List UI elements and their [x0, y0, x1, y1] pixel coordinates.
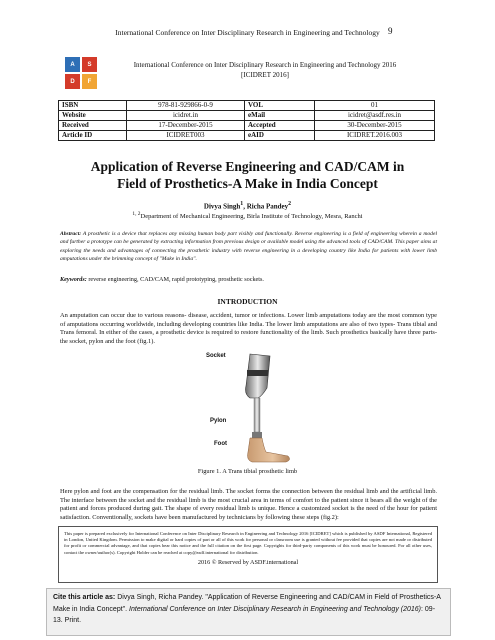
- copyright-footer: 2016 © Reserved by ASDF.international: [197, 558, 299, 566]
- meta-key: eMail: [245, 111, 315, 121]
- pylon-adapter: [252, 432, 262, 438]
- affiliation: [0, 211, 495, 220]
- logo-letter-s: S: [82, 57, 97, 72]
- figure-label-pylon: Pylon: [210, 418, 227, 424]
- page-number: 9: [388, 26, 393, 36]
- meta-value: 30-December-2015: [315, 121, 435, 131]
- citation-pages: : 09-13. Print.: [53, 605, 436, 624]
- author-separator: ,: [243, 202, 247, 211]
- prosthetic-limb-figure: [200, 348, 300, 464]
- figure-label-socket: Socket: [206, 353, 226, 359]
- author-list: [0, 201, 495, 210]
- meta-value: 01: [315, 101, 435, 111]
- running-header: International Conference on Inter Disciplinary Research in Engineering and Technology: [115, 28, 380, 37]
- logo-letter-a: A: [65, 57, 80, 72]
- meta-value: icidret@asdf.res.in: [315, 111, 435, 121]
- meta-key: ISBN: [59, 101, 127, 111]
- abstract-label: Abstract:: [60, 231, 82, 237]
- meta-value: 17-December-2015: [127, 121, 245, 131]
- table-row: [59, 111, 435, 121]
- meta-key: Article ID: [59, 131, 127, 141]
- citation-label: Cite this article as:: [53, 594, 116, 601]
- copyright-notice: [58, 526, 438, 583]
- keywords-text: reverse engineering, CAD/CAM, rapid prototyping, prosthetic sockets.: [86, 276, 264, 283]
- body-paragraph: Here pylon and foot are the compensation for the residual limb. The socket forms the connection between the residual limb and the artificial limb. The interface between the socket and the residual limb is the most crucial area in terms of comfort to the patient since it bears all the weight of the patient and forces produced during gait. The shape of every residual limb is unique. Hence a customized socket is the need of the hour for patient satisfaction. Conventionally, sockets have been manufactured by technicians by following these steps (fig.2):: [60, 488, 437, 521]
- author-superscript: 2: [288, 201, 292, 207]
- keywords-label: Keywords:: [60, 276, 87, 283]
- meta-key: Accepted: [245, 121, 315, 131]
- meta-key: VOL: [245, 101, 315, 111]
- paper-title-line2: Field of Prosthetics-A Make in India Concept: [117, 176, 378, 191]
- citation-venue: International Conference on Inter Disciplinary Research in Engineering and Technology (2016): [129, 605, 422, 613]
- paper-title: [40, 158, 455, 192]
- table-row: [59, 121, 435, 131]
- paper-title-line1: Application of Reverse Engineering and CAD/CAM in: [90, 159, 405, 174]
- conference-title-line2: [ICIDRET 2016]: [241, 71, 289, 79]
- conference-title: [100, 60, 430, 80]
- asdf-logo: [65, 57, 99, 91]
- figure-caption: Figure 1. A Trans tibial prosthetic limb: [197, 468, 298, 475]
- meta-key: Received: [59, 121, 127, 131]
- conference-title-line1: International Conference on Inter Disciplinary Research in Engineering and Technology 2016: [133, 61, 397, 69]
- meta-key: eAID: [245, 131, 315, 141]
- author-superscript: 1: [240, 201, 244, 207]
- figure-label-foot: Foot: [214, 441, 227, 447]
- foot-shape: [248, 438, 290, 462]
- copyright-text: This paper is prepared exclusively for International Conference on Inter Disciplinary Research in Engineering and Technology 2016 [ICIDRET] which is published by ASDF International, Registered in London, United Kingdom. Permission to make digital or hard copies of part or all of this work for personal or classroom use is granted without fee provided that copies are not made or distributed for profit or commercial advantage, and that copies bear this notice and the full citation on the first page. Copyrights for third-party components of this work must be honoured. For all other uses, contact the owner/author(s). Copyright Holder can be reached at copy@asdf.international for distribution.: [64, 531, 432, 555]
- article-meta-table: [58, 100, 435, 141]
- meta-value: 978-81-929866-0-9: [127, 101, 245, 111]
- citation-box: [46, 588, 451, 636]
- table-row: [59, 131, 435, 141]
- socket-strap: [247, 370, 268, 376]
- affiliation-text: Department of Mechanical Engineering, Birla Institute of Technology, Mesra, Ranchi: [140, 213, 363, 221]
- pylon-shape: [254, 398, 260, 432]
- meta-value: ICIDRET003: [127, 131, 245, 141]
- keywords: [60, 276, 437, 283]
- body-paragraph: An amputation can occur due to various reasons- disease, accident, tumor or infections. Lower limb amputations today are the most common type of amputations occurring worldwide, including developing countries like India. The lower limb amputations are also of two types- Trans tibial and Trans femoral. In either of the cases, a prosthetic device is required to restore functionality of the limb. Such prosthetics basically have three parts- the socket, pylon and the foot (fig.1).: [60, 312, 437, 345]
- citation-text: Divya Singh, Richa Pandey. "Application of Reverse Engineering and CAD/CAM in Field of Prosthetics-A Make in India Concept".: [53, 594, 441, 613]
- meta-value: icidret.in: [127, 111, 245, 121]
- section-heading-introduction: INTRODUCTION: [217, 297, 278, 306]
- table-row: [59, 101, 435, 111]
- affiliation-superscript: 1, 2: [132, 211, 141, 217]
- abstract: [60, 230, 437, 264]
- meta-key: Website: [59, 111, 127, 121]
- abstract-text: A prosthetic is a device that replaces any missing human body part visibly and functionally. Reverse engineering is a field of engineering wherein a model and further a prototype can be generated by extracting information from previous design or available model using the advanced tools of CAD/CAM. This paper aims at exploring the needs and advantages of connecting the prosthetic industry with reverse engineering in a developing country like India for patients with lower limb amputations under the brimming concept of "Make in India".: [60, 231, 437, 263]
- logo-letter-f: F: [82, 74, 97, 89]
- meta-value: ICIDRET.2016.003: [315, 131, 435, 141]
- author-name: Divya Singh: [203, 202, 241, 211]
- logo-letter-d: D: [65, 74, 80, 89]
- author-name: Richa Pandey: [246, 202, 289, 211]
